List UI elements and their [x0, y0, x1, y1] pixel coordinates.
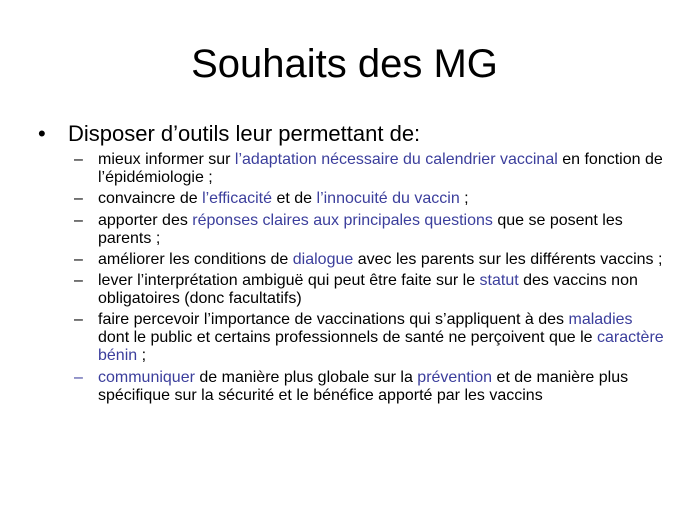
sub-bullet-dash: –: [74, 368, 83, 386]
sub-bullet-text: en fonction de l’épidémiologie ;: [98, 151, 663, 186]
sub-bullet-5: [38, 272, 668, 308]
slide-title: Souhaits des MG: [191, 42, 498, 86]
highlighted-text: communiquer: [98, 368, 195, 386]
sub-bullet-dash: –: [74, 311, 83, 329]
bullet-block: [38, 121, 668, 408]
highlighted-text: dialogue: [292, 250, 354, 268]
sub-bullet-text: de manière plus globale sur la: [194, 368, 418, 386]
highlighted-text: caractère bénin: [98, 329, 664, 365]
main-bullet-text: Disposer d’outils leur permettant de:: [68, 121, 421, 146]
highlighted-text: prévention: [417, 368, 493, 386]
sub-bullet-text: lever l’interprétation ambiguë qui peut être faite sur le: [98, 272, 480, 290]
highlighted-text: l’efficacité: [202, 190, 273, 208]
main-bullet: [38, 121, 668, 147]
bullet-marker: •: [38, 121, 46, 146]
sub-bullet-text: avec les parents sur les différents vaccins ;: [353, 250, 663, 268]
sub-bullet-text: dont le public et certains professionnels de santé ne perçoivent que le: [98, 329, 597, 347]
sub-bullet-text: que se posent les parents ;: [98, 211, 623, 247]
sub-bullet-text: faire percevoir l’importance de vaccinations qui s’appliquent à des: [98, 311, 569, 329]
sub-bullet-4: [38, 251, 668, 269]
highlighted-text: l’adaptation nécessaire du calendrier vaccinal: [234, 151, 558, 168]
sub-bullet-text: apporter des: [98, 211, 193, 229]
highlighted-text: l’innocuité du vaccin: [316, 190, 460, 208]
sub-bullet-list: [38, 151, 668, 405]
sub-bullet-dash: –: [74, 211, 83, 229]
sub-bullet-text: mieux informer sur: [98, 151, 235, 168]
sub-bullet-3: [38, 212, 668, 248]
sub-bullet-text: des vaccins non obligatoires (donc facultatifs): [98, 272, 638, 308]
sub-bullet-dash: –: [74, 250, 83, 268]
sub-bullet-text: et de: [272, 190, 317, 208]
highlighted-text: statut: [479, 272, 519, 290]
sub-bullet-dash: –: [74, 151, 83, 168]
sub-bullet-text: convaincre de: [98, 190, 203, 208]
sub-bullet-text: améliorer les conditions de: [98, 250, 293, 268]
sub-bullet-6: [38, 311, 668, 365]
sub-bullet-text: ;: [459, 190, 469, 208]
sub-bullet-dash: –: [74, 272, 83, 290]
highlighted-text: maladies: [568, 311, 633, 329]
sub-bullet-text: et de manière plus spécifique sur la sécurité et le bénéfice apporté par les vaccins: [98, 368, 629, 404]
sub-bullet-7: [38, 369, 668, 405]
sub-bullet-1: [38, 151, 668, 187]
highlighted-text: réponses claires aux principales questions: [192, 211, 493, 229]
sub-bullet-text: ;: [137, 347, 147, 365]
sub-bullet-dash: –: [74, 190, 83, 208]
sub-bullet-2: [38, 190, 668, 208]
